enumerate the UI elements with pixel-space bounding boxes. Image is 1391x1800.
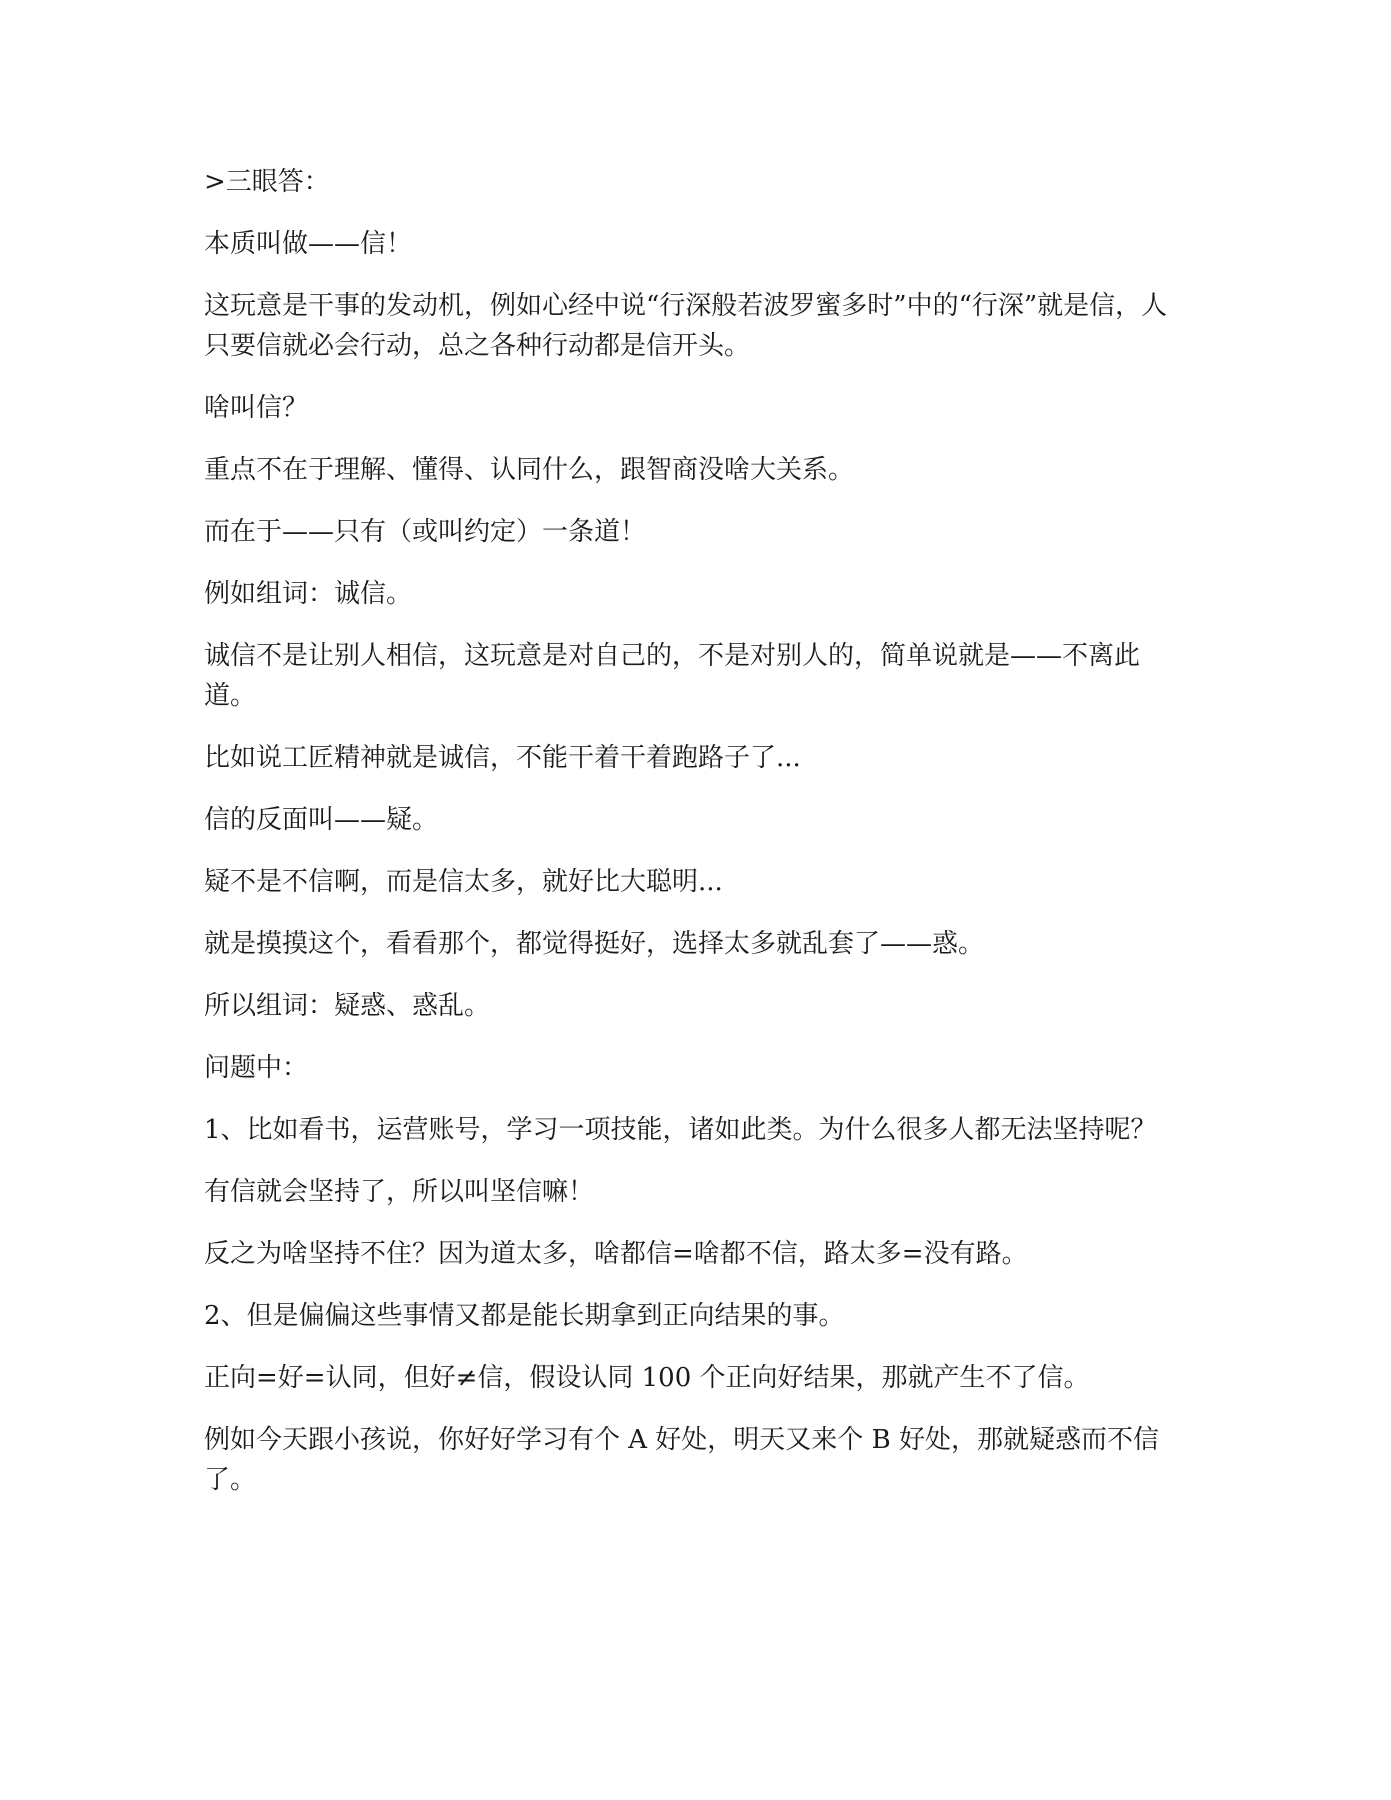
paragraph: 信的反面叫——疑。	[204, 805, 439, 835]
paragraph: 1、比如看书，运营账号，学习一项技能，诸如此类。为什么很多人都无法坚持呢？	[204, 1115, 1157, 1145]
document-body	[204, 162, 1184, 1522]
paragraph: 就是摸摸这个，看看那个，都觉得挺好，选择太多就乱套了——惑。	[204, 929, 985, 959]
paragraph: 啥叫信？	[204, 393, 309, 423]
paragraph: 正向=好=认同，但好≠信，假设认同 100 个正向好结果，那就产生不了信。	[204, 1363, 1090, 1393]
paragraph: 例如组词：诚信。	[204, 579, 413, 609]
paragraph: 有信就会坚持了，所以叫坚信嘛！	[204, 1177, 595, 1207]
paragraph: 诚信不是让别人相信，这玩意是对自己的，不是对别人的，简单说就是——不离此道。	[204, 641, 1141, 711]
paragraph: 例如今天跟小孩说，你好好学习有个 A 好处，明天又来个 B 好处，那就疑惑而不信了。	[204, 1425, 1159, 1495]
paragraph: 所以组词：疑惑、惑乱。	[204, 991, 491, 1021]
paragraph: 反之为啥坚持不住？因为道太多，啥都信=啥都不信，路太多=没有路。	[204, 1239, 1028, 1269]
paragraph: 而在于——只有（或叫约定）一条道！	[204, 517, 647, 547]
paragraph: 这玩意是干事的发动机，例如心经中说“行深般若波罗蜜多时”中的“行深”就是信，人只要信就必会行动，总之各种行动都是信开头。	[204, 291, 1168, 361]
paragraph: 疑不是不信啊，而是信太多，就好比大聪明...	[204, 867, 723, 897]
paragraph-answer-heading: >三眼答：	[204, 167, 330, 197]
paragraph: 问题中：	[204, 1053, 309, 1083]
paragraph: 重点不在于理解、懂得、认同什么，跟智商没啥大关系。	[204, 455, 855, 485]
paragraph: 比如说工匠精神就是诚信，不能干着干着跑路子了...	[204, 743, 801, 773]
paragraph: 2、但是偏偏这些事情又都是能长期拿到正向结果的事。	[204, 1301, 845, 1331]
paragraph: 本质叫做——信！	[204, 229, 413, 259]
